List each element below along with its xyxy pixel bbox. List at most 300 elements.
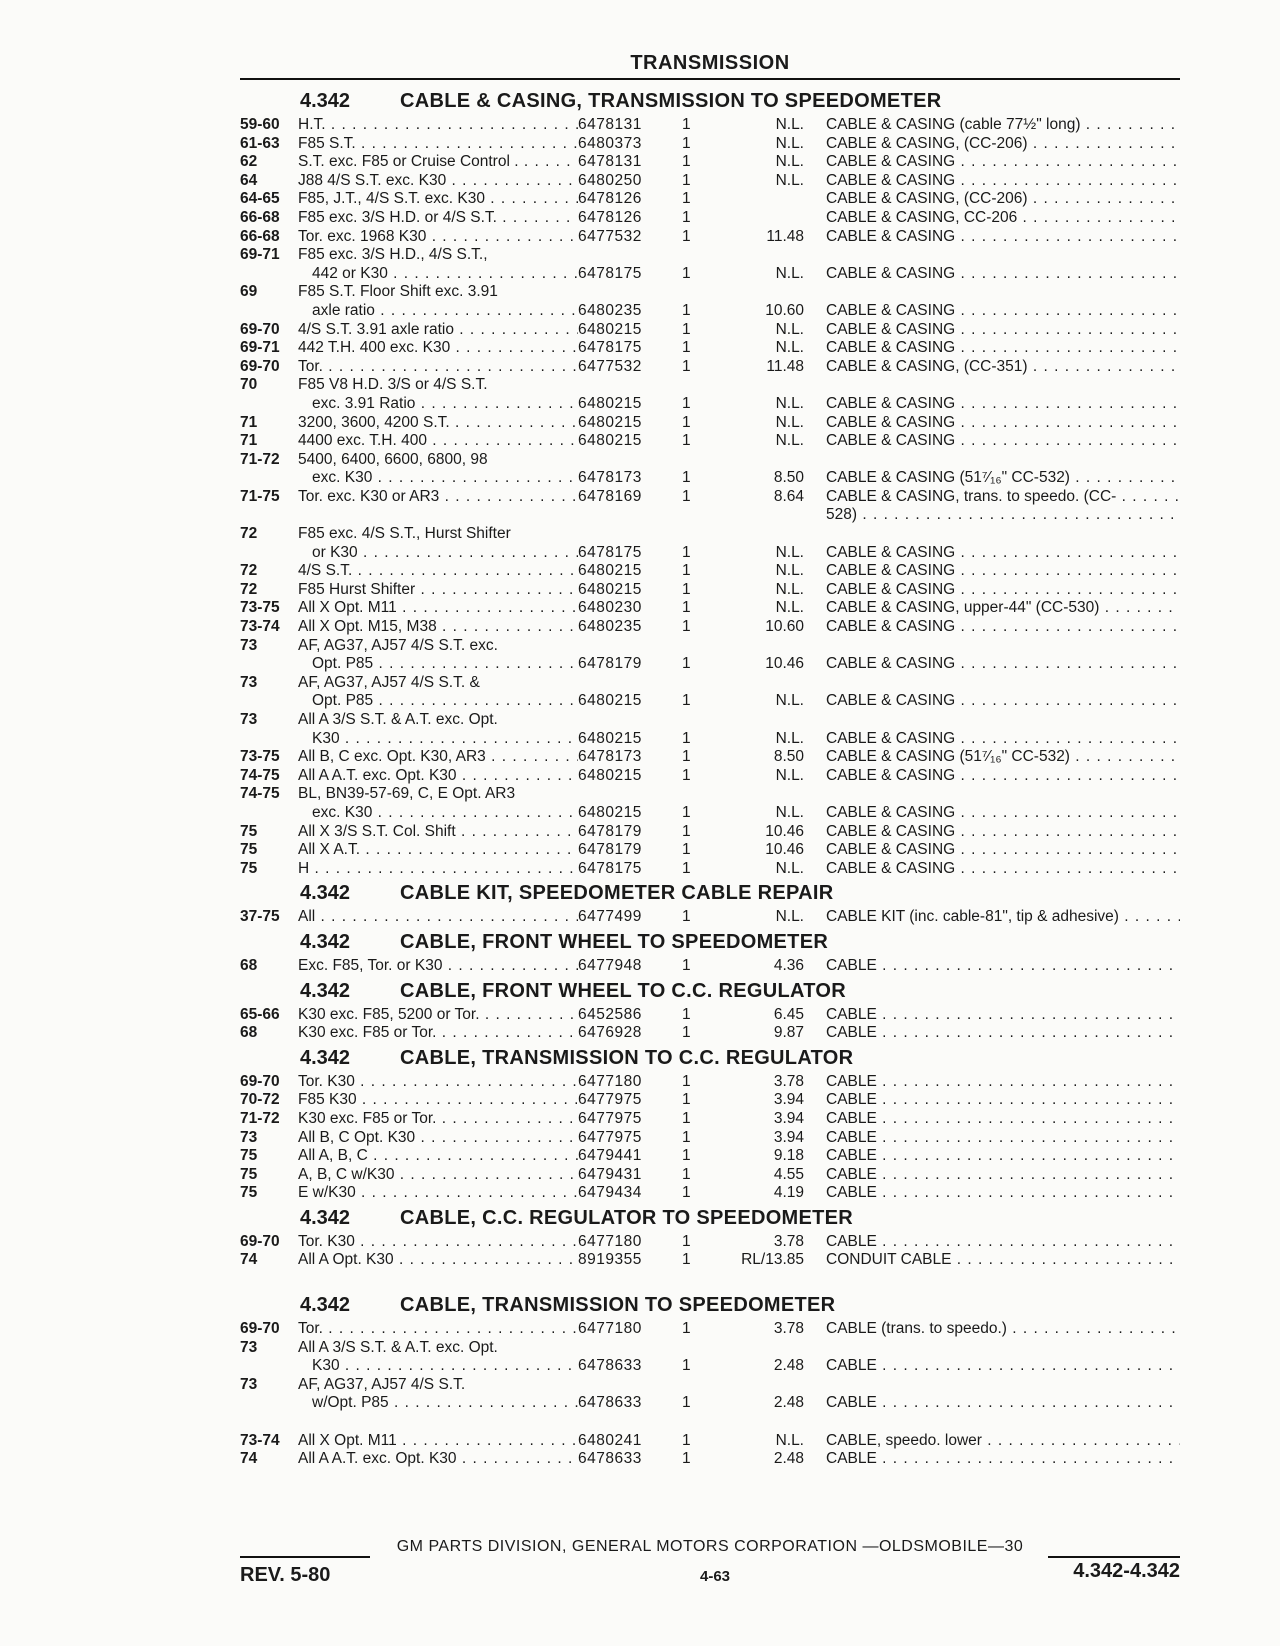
quantity: 1	[682, 599, 691, 617]
quantity: 1	[682, 908, 691, 926]
application: exc. K30 . . .	[298, 804, 578, 823]
price: 4.36	[773, 956, 804, 974]
table-row	[240, 506, 1180, 525]
table-row	[240, 767, 1180, 786]
price	[722, 711, 826, 730]
application: All B, C Opt. K30 . . .	[298, 1129, 578, 1148]
model-year: 69-71	[240, 339, 280, 357]
quantity: 1	[682, 618, 691, 636]
part-number: 6480215	[578, 580, 642, 598]
description	[826, 283, 1180, 302]
application: AF, AG37, AJ57 4/S S.T. &	[298, 673, 480, 691]
model-year: 74	[240, 1251, 258, 1269]
model-year: 73-74	[240, 618, 280, 636]
table-row	[240, 358, 1180, 377]
section-header	[240, 976, 1180, 1006]
application: All B, C exc. Opt. K30, AR3 . . .	[298, 748, 578, 767]
price: N.L.	[775, 394, 804, 412]
section-header	[240, 86, 1180, 116]
table-row	[240, 730, 1180, 749]
application: Tor. K30 . . .	[298, 1073, 578, 1092]
part-number: 6480241	[578, 1431, 642, 1449]
model-year	[240, 804, 298, 823]
model-year	[240, 655, 298, 674]
quantity: 1	[682, 208, 691, 226]
price: 8.50	[773, 748, 804, 766]
description: CABLE . . .	[826, 1091, 1180, 1110]
table-row	[240, 302, 1180, 321]
model-year	[240, 544, 298, 563]
section-title: CABLE & CASING, TRANSMISSION TO SPEEDOMETER	[400, 90, 942, 112]
application	[298, 506, 578, 525]
part-number: 6478175	[578, 859, 642, 877]
parts-catalog	[240, 86, 1180, 1469]
model-year	[240, 730, 298, 749]
model-year: 75	[240, 1184, 258, 1202]
table-row	[240, 562, 1180, 581]
quantity: 1	[682, 413, 691, 431]
quantity	[682, 637, 722, 656]
model-year: 66-68	[240, 227, 280, 245]
quantity: 1	[682, 1091, 691, 1109]
table-row	[240, 841, 1180, 860]
part-number	[578, 506, 682, 525]
price: N.L.	[775, 599, 804, 617]
model-year: 71-72	[240, 450, 280, 468]
section-header	[240, 878, 1180, 908]
quantity: 1	[682, 1394, 691, 1412]
application: All A Opt. K30 . . .	[298, 1251, 578, 1270]
description: CABLE & CASING . . .	[826, 153, 1180, 172]
model-year: 61-63	[240, 134, 280, 152]
part-number: 6477532	[578, 357, 642, 375]
part-number: 6477532	[578, 227, 642, 245]
footer-text: GM PARTS DIVISION, GENERAL MOTORS CORPORATION —OLDSMOBILE—30	[396, 1538, 1024, 1555]
price: N.L.	[775, 580, 804, 598]
price: N.L.	[775, 171, 804, 189]
description: CABLE KIT (inc. cable-81", tip & adhesive) . . .	[826, 908, 1180, 927]
quantity: 1	[682, 1232, 691, 1250]
description: CABLE & CASING . . .	[826, 860, 1180, 879]
description: CABLE & CASING . . .	[826, 432, 1180, 451]
part-number: 6478131	[578, 116, 642, 133]
price: 3.94	[773, 1128, 804, 1146]
price: 6.45	[773, 1005, 804, 1023]
application: All A 3/S S.T. & A.T. exc. Opt.	[298, 1338, 498, 1356]
quantity: 1	[682, 1450, 691, 1468]
quantity: 1	[682, 432, 691, 450]
part-number: 6479431	[578, 1165, 642, 1183]
application: Opt. P85 . . .	[298, 655, 578, 674]
application: Opt. P85 . . .	[298, 692, 578, 711]
price	[722, 637, 826, 656]
table-row	[240, 116, 1180, 135]
description: CABLE & CASING . . .	[826, 618, 1180, 637]
part-number: 6477975	[578, 1109, 642, 1127]
model-year: 73-74	[240, 1431, 280, 1449]
table-row	[240, 432, 1180, 451]
quantity	[682, 506, 722, 525]
section-number: 4.342	[300, 1206, 351, 1229]
quantity: 1	[682, 116, 691, 133]
description: CABLE . . .	[826, 1394, 1180, 1413]
model-year: 69-70	[240, 1072, 280, 1090]
part-number	[578, 1376, 682, 1395]
application: or K30 . . .	[298, 544, 578, 563]
part-number: 6480215	[578, 729, 642, 747]
section-title: CABLE, FRONT WHEEL TO C.C. REGULATOR	[400, 979, 846, 1002]
part-number: 6480215	[578, 766, 642, 784]
model-year	[240, 302, 298, 321]
page-number: 4-63	[700, 1568, 731, 1585]
table-row	[240, 190, 1180, 209]
price: N.L.	[775, 432, 804, 450]
model-year: 64-65	[240, 190, 280, 208]
part-number: 6478175	[578, 339, 642, 357]
quantity	[682, 451, 722, 470]
section-number: 4.342	[300, 882, 351, 905]
part-number: 6476928	[578, 1024, 642, 1042]
application: H . . .	[298, 860, 578, 879]
quantity: 1	[682, 562, 691, 580]
table-row	[240, 339, 1180, 358]
model-year: 68	[240, 1024, 258, 1042]
application: F85 exc. 3/S H.D. or 4/S S.T. . . .	[298, 209, 578, 228]
part-number: 6480373	[578, 134, 642, 152]
model-year: 73	[240, 711, 258, 728]
table-row	[240, 1413, 1180, 1432]
quantity: 1	[682, 1165, 691, 1183]
model-year: 70	[240, 376, 258, 394]
price: N.L.	[775, 692, 804, 710]
quantity: 1	[682, 841, 691, 859]
price	[722, 1339, 826, 1358]
part-number: 6478175	[578, 543, 642, 561]
table-row	[240, 246, 1180, 265]
quantity	[682, 283, 722, 302]
model-year: 74	[240, 1450, 258, 1468]
application: All A, B, C . . .	[298, 1147, 578, 1166]
price: 10.46	[765, 822, 804, 840]
description: CABLE & CASING (51⁷⁄₁₆" CC-532) . . .	[826, 469, 1180, 488]
application: 4400 exc. T.H. 400 . . .	[298, 432, 578, 451]
model-year	[240, 1394, 298, 1413]
description: CABLE & CASING . . .	[826, 841, 1180, 860]
application: 5400, 6400, 6600, 6800, 98	[298, 450, 488, 468]
table-row	[240, 1376, 1180, 1395]
price: 10.46	[765, 841, 804, 859]
application: E w/K30 . . .	[298, 1184, 578, 1203]
price: 8.50	[773, 469, 804, 487]
model-year: 68	[240, 956, 258, 974]
section-header	[240, 1290, 1180, 1320]
application: F85 S.T. Floor Shift exc. 3.91	[298, 283, 498, 301]
description	[826, 1339, 1180, 1358]
price: N.L.	[775, 729, 804, 747]
part-number	[578, 525, 682, 544]
price: N.L.	[775, 153, 804, 171]
price	[722, 674, 826, 693]
section-code: 4.342-4.342	[1073, 1560, 1180, 1582]
description: CABLE & CASING . . .	[826, 730, 1180, 749]
price: N.L.	[775, 859, 804, 877]
price: 10.60	[765, 301, 804, 319]
table-row	[240, 153, 1180, 172]
part-number	[578, 1413, 682, 1432]
application: 3200, 3600, 4200 S.T. . . .	[298, 414, 578, 433]
description: CABLE . . .	[826, 1110, 1180, 1129]
price: N.L.	[775, 803, 804, 821]
table-row	[240, 1024, 1180, 1043]
quantity	[682, 1376, 722, 1395]
application: BL, BN39-57-69, C, E Opt. AR3	[298, 785, 516, 803]
table-row	[240, 748, 1180, 767]
model-year: 72	[240, 580, 258, 598]
table-row	[240, 1147, 1180, 1166]
part-number	[578, 637, 682, 656]
table-row	[240, 1233, 1180, 1252]
model-year: 70-72	[240, 1091, 280, 1109]
part-number	[578, 711, 682, 730]
part-number: 8919355	[578, 1251, 642, 1269]
quantity: 1	[682, 1147, 691, 1165]
description	[826, 1413, 1180, 1432]
section-title: CABLE, C.C. REGULATOR TO SPEEDOMETER	[400, 1206, 854, 1229]
quantity: 1	[682, 227, 691, 245]
model-year: 73	[240, 1375, 258, 1393]
quantity: 1	[682, 748, 691, 766]
table-row	[240, 1251, 1180, 1270]
application: Tor. . . .	[298, 358, 578, 377]
price: N.L.	[775, 339, 804, 357]
quantity: 1	[682, 1251, 691, 1269]
quantity: 1	[682, 803, 691, 821]
table-row	[240, 525, 1180, 544]
table-row	[240, 1129, 1180, 1148]
part-number: 6480235	[578, 618, 642, 636]
part-number: 6480235	[578, 301, 642, 319]
description: CONDUIT CABLE . . .	[826, 1251, 1180, 1270]
model-year: 37-75	[240, 908, 280, 926]
part-number: 6477180	[578, 1072, 642, 1090]
part-number: 6477499	[578, 908, 642, 926]
price: N.L.	[775, 1431, 804, 1449]
table-row	[240, 376, 1180, 395]
table-row	[240, 957, 1180, 976]
model-year: 74-75	[240, 785, 280, 803]
part-number: 6480215	[578, 320, 642, 338]
table-row	[240, 692, 1180, 711]
model-year	[240, 1357, 298, 1376]
application: Tor. K30 . . .	[298, 1233, 578, 1252]
price: 9.87	[773, 1024, 804, 1042]
quantity	[682, 711, 722, 730]
table-row	[240, 172, 1180, 191]
description: CABLE & CASING . . .	[826, 767, 1180, 786]
description	[826, 785, 1180, 804]
price: 3.94	[773, 1091, 804, 1109]
part-number	[578, 376, 682, 395]
price	[722, 1376, 826, 1395]
quantity: 1	[682, 153, 691, 171]
application: 442 T.H. 400 exc. K30 . . .	[298, 339, 578, 358]
section-number: 4.342	[300, 1046, 351, 1069]
section-title: CABLE KIT, SPEEDOMETER CABLE REPAIR	[400, 882, 834, 905]
application: F85 S.T. . . .	[298, 135, 578, 154]
price	[722, 376, 826, 395]
part-number: 6478173	[578, 469, 642, 487]
model-year	[240, 469, 298, 488]
price: 11.48	[766, 227, 804, 245]
description: CABLE (trans. to speedo.) . . .	[826, 1320, 1180, 1339]
quantity	[682, 525, 722, 544]
quantity: 1	[682, 394, 691, 412]
model-year: 69-70	[240, 320, 280, 338]
part-number: 6477975	[578, 1128, 642, 1146]
price: 3.78	[773, 1320, 804, 1338]
table-row	[240, 1450, 1180, 1469]
table-row	[240, 228, 1180, 247]
part-number: 6480215	[578, 413, 642, 431]
application: All . . .	[298, 908, 578, 927]
part-number	[578, 451, 682, 470]
application: H.T. . . .	[298, 116, 578, 135]
application: F85 exc. 4/S S.T., Hurst Shifter	[298, 525, 511, 543]
model-year: 69-70	[240, 1232, 280, 1250]
description: CABLE & CASING . . .	[826, 823, 1180, 842]
model-year: 66-68	[240, 208, 280, 226]
section-title: CABLE, TRANSMISSION TO SPEEDOMETER	[400, 1294, 836, 1317]
price: N.L.	[775, 320, 804, 338]
model-year: 69-70	[240, 1320, 280, 1338]
model-year: 62	[240, 153, 258, 171]
description: CABLE . . .	[826, 1357, 1180, 1376]
table-row	[240, 1339, 1180, 1358]
title-rule	[240, 78, 1180, 80]
table-row	[240, 908, 1180, 927]
quantity	[682, 376, 722, 395]
part-number: 6478179	[578, 822, 642, 840]
quantity: 1	[682, 1320, 691, 1338]
model-year: 71-72	[240, 1109, 280, 1127]
table-row	[240, 1320, 1180, 1339]
description: CABLE . . .	[826, 1147, 1180, 1166]
section-header	[240, 927, 1180, 957]
description: CABLE & CASING . . .	[826, 562, 1180, 581]
description: CABLE, speedo. lower . . .	[826, 1432, 1180, 1451]
part-number: 6478169	[578, 487, 642, 505]
description: CABLE & CASING . . .	[826, 302, 1180, 321]
model-year	[240, 692, 298, 711]
quantity: 1	[682, 301, 691, 319]
model-year: 75	[240, 841, 258, 859]
table-row	[240, 823, 1180, 842]
description: CABLE . . .	[826, 1073, 1180, 1092]
table-row	[240, 618, 1180, 637]
application: AF, AG37, AJ57 4/S S.T.	[298, 1375, 466, 1393]
application: F85 Hurst Shifter . . .	[298, 581, 578, 600]
price: N.L.	[775, 908, 804, 926]
price: 2.48	[773, 1394, 804, 1412]
price	[722, 785, 826, 804]
quantity	[682, 1339, 722, 1358]
description	[826, 711, 1180, 730]
application: F85 V8 H.D. 3/S or 4/S S.T.	[298, 376, 488, 394]
part-number: 6480230	[578, 599, 642, 617]
part-number	[578, 1339, 682, 1358]
table-row	[240, 599, 1180, 618]
table-row	[240, 321, 1180, 340]
part-number	[578, 246, 682, 265]
quantity: 1	[682, 469, 691, 487]
price	[722, 190, 826, 209]
application: J88 4/S S.T. exc. K30 . . .	[298, 172, 578, 191]
application: K30 exc. F85 or Tor. . . .	[298, 1110, 578, 1129]
application: axle ratio . . .	[298, 302, 578, 321]
application: exc. 3.91 Ratio . . .	[298, 395, 578, 414]
price: N.L.	[775, 134, 804, 152]
description: CABLE & CASING, upper-44" (CC-530) . . .	[826, 599, 1180, 618]
application: Tor. exc. K30 or AR3 . . .	[298, 488, 578, 507]
part-number: 6479434	[578, 1184, 642, 1202]
model-year: 71	[240, 413, 258, 431]
quantity: 1	[682, 1072, 691, 1090]
price	[722, 451, 826, 470]
part-number: 6478633	[578, 1450, 642, 1468]
application: K30 exc. F85 or Tor. . . .	[298, 1024, 578, 1043]
model-year: 69-71	[240, 246, 280, 264]
section-number: 4.342	[300, 1294, 351, 1317]
model-year	[240, 395, 298, 414]
quantity	[682, 674, 722, 693]
price: 4.55	[773, 1165, 804, 1183]
description: CABLE . . .	[826, 1129, 1180, 1148]
part-number	[578, 785, 682, 804]
quantity: 1	[682, 580, 691, 598]
price: 2.48	[773, 1450, 804, 1468]
price: 9.18	[773, 1147, 804, 1165]
part-number: 6478131	[578, 153, 642, 171]
part-number: 6477180	[578, 1320, 642, 1338]
application: All X Opt. M15, M38 . . .	[298, 618, 578, 637]
description: CABLE . . .	[826, 1024, 1180, 1043]
quantity: 1	[682, 1024, 691, 1042]
price	[722, 283, 826, 302]
application: 4/S S.T. . . .	[298, 562, 578, 581]
section-number: 4.342	[300, 979, 351, 1002]
part-number: 6478126	[578, 208, 642, 226]
part-number: 6480215	[578, 803, 642, 821]
part-number: 6452586	[578, 1005, 642, 1023]
table-row	[240, 1110, 1180, 1129]
table-row	[240, 637, 1180, 656]
table-row	[240, 860, 1180, 879]
table-row	[240, 1432, 1180, 1451]
description: CABLE & CASING (cable 77½" long) . . .	[826, 116, 1180, 135]
quantity: 1	[682, 264, 691, 282]
model-year: 73	[240, 673, 258, 691]
table-row	[240, 488, 1180, 507]
quantity: 1	[682, 729, 691, 747]
part-number: 6480215	[578, 394, 642, 412]
model-year: 73	[240, 1128, 258, 1146]
description	[826, 451, 1180, 470]
application: w/Opt. P85 . . .	[298, 1394, 578, 1413]
model-year	[240, 265, 298, 284]
price	[722, 246, 826, 265]
model-year: 69-70	[240, 357, 280, 375]
table-row	[240, 544, 1180, 563]
